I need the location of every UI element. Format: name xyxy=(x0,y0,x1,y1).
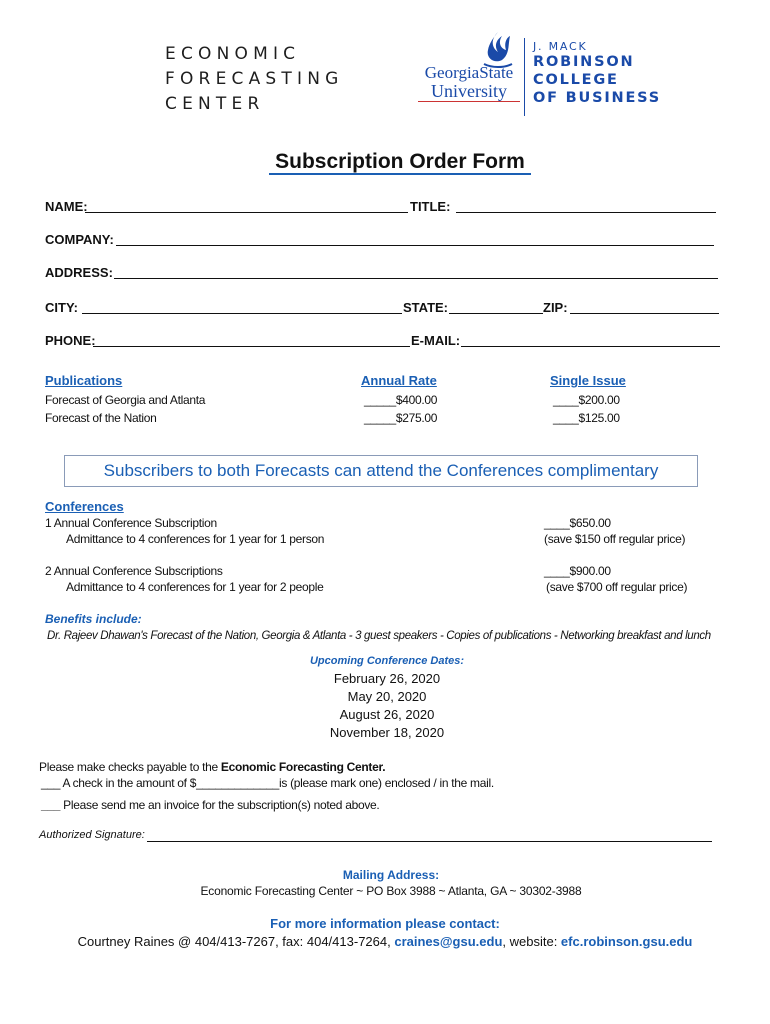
conference-date: May 20, 2020 xyxy=(347,689,427,704)
invoice-option[interactable] xyxy=(41,798,379,812)
single-issue-header: Single Issue xyxy=(550,373,626,388)
gsu-wordmark-line: University xyxy=(431,81,507,101)
page-title xyxy=(0,150,770,174)
robinson-college-logo xyxy=(533,40,661,107)
phone-field[interactable] xyxy=(93,346,410,347)
mailing-address: Economic Forecasting Center ~ PO Box 3988 ~ Atlanta, GA ~ 30302-3988 xyxy=(200,884,582,898)
check-amount-line[interactable]: ___ A check in the amount of $_____________is (please mark one) enclosed / in the mail. xyxy=(41,776,494,790)
conference-date: August 26, 2020 xyxy=(339,707,435,722)
robinson-logo-line: ROBINSON xyxy=(533,54,635,70)
conference-price[interactable]: ____$900.00 xyxy=(544,564,611,578)
city-label: CITY: xyxy=(45,300,78,315)
checks-payable-prefix: Please make checks payable to the xyxy=(39,760,221,774)
address-field[interactable] xyxy=(114,278,718,279)
conference-detail: Admittance to 4 conferences for 1 year for 1 person xyxy=(66,532,325,546)
efc-logo-line: ECONOMIC xyxy=(165,44,301,64)
signature-field[interactable] xyxy=(147,841,712,842)
conference-notice-box: Subscribers to both Forecasts can attend the Conferences complimentary xyxy=(64,455,698,487)
publication-name: Forecast of the Nation xyxy=(45,411,157,425)
title-label: TITLE: xyxy=(410,199,451,214)
conference-price[interactable]: ____$650.00 xyxy=(544,516,611,530)
contact-middle: , website: xyxy=(502,934,561,949)
robinson-logo-line: OF BUSINESS xyxy=(533,90,662,106)
invoice-checkbox-blank[interactable]: ___ xyxy=(41,798,61,812)
upcoming-dates-heading: Upcoming Conference Dates: xyxy=(309,655,465,667)
efc-logo-line: FORECASTING xyxy=(165,69,344,89)
publication-single-issue[interactable]: ____$200.00 xyxy=(553,393,620,407)
contact-line xyxy=(0,934,770,949)
publications-header: Publications xyxy=(45,373,123,388)
robinson-logo-line: COLLEGE xyxy=(533,72,619,88)
email-field[interactable] xyxy=(461,346,720,347)
city-field[interactable] xyxy=(82,313,402,314)
page-title-text: Subscription Order Form xyxy=(269,150,531,175)
invoice-option-label: Please send me an invoice for the subscription(s) noted above. xyxy=(63,798,380,812)
address-label: ADDRESS: xyxy=(45,265,113,280)
efc-logo-line: CENTER xyxy=(165,94,265,114)
zip-field[interactable] xyxy=(570,313,719,314)
company-field[interactable] xyxy=(116,245,714,246)
efc-logo xyxy=(165,42,344,117)
phone-label: PHONE: xyxy=(45,333,96,348)
publication-annual-rate[interactable]: _____$400.00 xyxy=(364,393,438,407)
annual-rate-header: Annual Rate xyxy=(361,373,437,388)
conference-title: 1 Annual Conference Subscription xyxy=(45,516,217,530)
conference-savings: (save $700 off regular price) xyxy=(546,580,688,594)
contact-heading: For more information please contact: xyxy=(270,916,500,931)
state-label: STATE: xyxy=(403,300,449,315)
checks-payable-text xyxy=(39,760,385,774)
email-label: E-MAIL: xyxy=(411,333,461,348)
state-field[interactable] xyxy=(449,313,543,314)
gsu-wordmark xyxy=(418,64,520,100)
signature-label: Authorized Signature: xyxy=(39,829,145,841)
mailing-address-heading: Mailing Address: xyxy=(342,868,440,882)
benefits-text: Dr. Rajeev Dhawan's Forecast of the Nation, Georgia & Atlanta - 3 guest speakers - Copies of publications - Networking breakfast and lunch xyxy=(47,630,711,642)
website-link[interactable]: efc.robinson.gsu.edu xyxy=(560,934,693,949)
robinson-logo-line: J. MACK xyxy=(533,40,588,53)
company-label: COMPANY: xyxy=(45,232,114,247)
conference-title: 2 Annual Conference Subscriptions xyxy=(45,564,223,578)
conferences-header: Conferences xyxy=(45,499,124,514)
title-field[interactable] xyxy=(456,212,716,213)
conference-date: February 26, 2020 xyxy=(333,671,441,686)
benefits-heading: Benefits include: xyxy=(45,612,142,626)
gsu-wordmark-rule xyxy=(418,101,520,102)
name-field[interactable] xyxy=(85,212,408,213)
logo-divider xyxy=(524,38,525,116)
conference-detail: Admittance to 4 conferences for 1 year for 2 people xyxy=(66,580,324,594)
checks-payable-name: Economic Forecasting Center. xyxy=(220,760,386,774)
name-label: NAME: xyxy=(45,199,88,214)
gsu-wordmark-line: GeorgiaState xyxy=(424,63,514,82)
publication-name: Forecast of Georgia and Atlanta xyxy=(45,393,206,407)
publication-single-issue[interactable]: ____$125.00 xyxy=(553,411,620,425)
publication-annual-rate[interactable]: _____$275.00 xyxy=(364,411,438,425)
contact-prefix: Courtney Raines @ 404/413-7267, fax: 404/413-7264, xyxy=(77,934,395,949)
zip-label: ZIP: xyxy=(543,300,568,315)
conference-date: November 18, 2020 xyxy=(329,725,445,740)
conference-savings: (save $150 off regular price) xyxy=(544,532,686,546)
contact-email-link[interactable]: craines@gsu.edu xyxy=(394,934,503,949)
